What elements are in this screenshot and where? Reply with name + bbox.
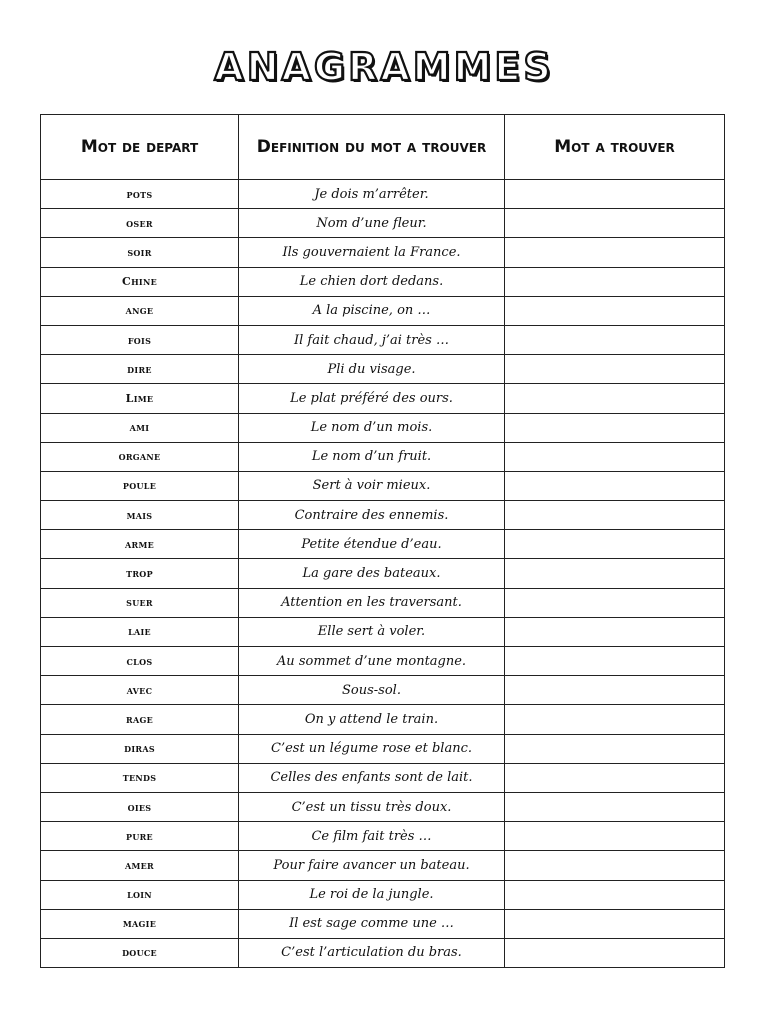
answer-cell[interactable] xyxy=(505,676,725,705)
definition-cell: Ce film fait très … xyxy=(239,822,505,851)
answer-cell[interactable] xyxy=(505,851,725,880)
table-row xyxy=(41,325,725,354)
answer-cell[interactable] xyxy=(505,647,725,676)
definition-cell: Le nom d’un mois. xyxy=(239,413,505,442)
answer-cell[interactable] xyxy=(505,588,725,617)
answer-cell[interactable] xyxy=(505,938,725,967)
table-row xyxy=(41,209,725,238)
answer-cell[interactable] xyxy=(505,734,725,763)
start-word-cell: ange xyxy=(41,296,239,325)
answer-cell[interactable] xyxy=(505,471,725,500)
table-row xyxy=(41,880,725,909)
answer-cell[interactable] xyxy=(505,792,725,821)
start-word-cell: oser xyxy=(41,209,239,238)
table-row xyxy=(41,763,725,792)
definition-cell: Celles des enfants sont de lait. xyxy=(239,763,505,792)
answer-cell[interactable] xyxy=(505,209,725,238)
table-row xyxy=(41,559,725,588)
start-word-cell: Chine xyxy=(41,267,239,296)
header-start-word: Mot de depart xyxy=(41,115,239,180)
start-word-cell: pure xyxy=(41,822,239,851)
table-row xyxy=(41,180,725,209)
start-word-cell: Lime xyxy=(41,384,239,413)
answer-cell[interactable] xyxy=(505,530,725,559)
start-word-cell: mais xyxy=(41,501,239,530)
answer-cell[interactable] xyxy=(505,238,725,267)
table-body xyxy=(41,180,725,968)
page-title: ANAGRAMMES xyxy=(214,45,554,89)
definition-cell: Je dois m’arrêter. xyxy=(239,180,505,209)
table-header-row xyxy=(41,115,725,180)
answer-cell[interactable] xyxy=(505,909,725,938)
definition-cell: Contraire des ennemis. xyxy=(239,501,505,530)
start-word-cell: fois xyxy=(41,325,239,354)
start-word-cell: loin xyxy=(41,880,239,909)
table-row xyxy=(41,238,725,267)
table-row xyxy=(41,471,725,500)
table-row xyxy=(41,705,725,734)
start-word-cell: laie xyxy=(41,617,239,646)
table-row xyxy=(41,267,725,296)
table-row xyxy=(41,617,725,646)
table-row xyxy=(41,296,725,325)
table-row xyxy=(41,355,725,384)
start-word-cell: arme xyxy=(41,530,239,559)
answer-cell[interactable] xyxy=(505,822,725,851)
definition-cell: On y attend le train. xyxy=(239,705,505,734)
table-row xyxy=(41,822,725,851)
start-word-cell: organe xyxy=(41,442,239,471)
definition-cell: Ils gouvernaient la France. xyxy=(239,238,505,267)
definition-cell: Il fait chaud, j’ai très … xyxy=(239,325,505,354)
definition-cell: Le chien dort dedans. xyxy=(239,267,505,296)
definition-cell: Le nom d’un fruit. xyxy=(239,442,505,471)
definition-cell: Pour faire avancer un bateau. xyxy=(239,851,505,880)
definition-cell: Le plat préféré des ours. xyxy=(239,384,505,413)
answer-cell[interactable] xyxy=(505,705,725,734)
answer-cell[interactable] xyxy=(505,617,725,646)
answer-cell[interactable] xyxy=(505,559,725,588)
answer-cell[interactable] xyxy=(505,355,725,384)
start-word-cell: clos xyxy=(41,647,239,676)
table-row xyxy=(41,413,725,442)
table-row xyxy=(41,530,725,559)
table-row xyxy=(41,442,725,471)
start-word-cell: poule xyxy=(41,471,239,500)
definition-cell: Au sommet d’une montagne. xyxy=(239,647,505,676)
answer-cell[interactable] xyxy=(505,413,725,442)
start-word-cell: magie xyxy=(41,909,239,938)
definition-cell: Sert à voir mieux. xyxy=(239,471,505,500)
answer-cell[interactable] xyxy=(505,384,725,413)
header-definition: Definition du mot a trouver xyxy=(239,115,505,180)
table-row xyxy=(41,676,725,705)
answer-cell[interactable] xyxy=(505,442,725,471)
definition-cell: A la piscine, on … xyxy=(239,296,505,325)
table-row xyxy=(41,792,725,821)
table-row xyxy=(41,938,725,967)
answer-cell[interactable] xyxy=(505,296,725,325)
start-word-cell: suer xyxy=(41,588,239,617)
start-word-cell: trop xyxy=(41,559,239,588)
start-word-cell: diras xyxy=(41,734,239,763)
definition-cell: Attention en les traversant. xyxy=(239,588,505,617)
answer-cell[interactable] xyxy=(505,267,725,296)
start-word-cell: tends xyxy=(41,763,239,792)
answer-cell[interactable] xyxy=(505,325,725,354)
answer-cell[interactable] xyxy=(505,501,725,530)
definition-cell: Il est sage comme une … xyxy=(239,909,505,938)
table-row xyxy=(41,851,725,880)
definition-cell: Sous-sol. xyxy=(239,676,505,705)
anagram-table xyxy=(40,114,725,968)
table-row xyxy=(41,588,725,617)
table-row xyxy=(41,501,725,530)
definition-cell: C’est l’articulation du bras. xyxy=(239,938,505,967)
start-word-cell: avec xyxy=(41,676,239,705)
answer-cell[interactable] xyxy=(505,880,725,909)
table-row xyxy=(41,384,725,413)
table-row xyxy=(41,734,725,763)
definition-cell: C’est un tissu très doux. xyxy=(239,792,505,821)
start-word-cell: ami xyxy=(41,413,239,442)
definition-cell: Le roi de la jungle. xyxy=(239,880,505,909)
definition-cell: Nom d’une fleur. xyxy=(239,209,505,238)
start-word-cell: amer xyxy=(41,851,239,880)
table-row xyxy=(41,909,725,938)
answer-cell[interactable] xyxy=(505,763,725,792)
start-word-cell: dire xyxy=(41,355,239,384)
definition-cell: Petite étendue d’eau. xyxy=(239,530,505,559)
definition-cell: Pli du visage. xyxy=(239,355,505,384)
start-word-cell: oies xyxy=(41,792,239,821)
start-word-cell: pots xyxy=(41,180,239,209)
start-word-cell: douce xyxy=(41,938,239,967)
header-word-to-find: Mot a trouver xyxy=(505,115,725,180)
definition-cell: La gare des bateaux. xyxy=(239,559,505,588)
definition-cell: Elle sert à voler. xyxy=(239,617,505,646)
definition-cell: C’est un légume rose et blanc. xyxy=(239,734,505,763)
answer-cell[interactable] xyxy=(505,180,725,209)
table-row xyxy=(41,647,725,676)
start-word-cell: soir xyxy=(41,238,239,267)
start-word-cell: rage xyxy=(41,705,239,734)
